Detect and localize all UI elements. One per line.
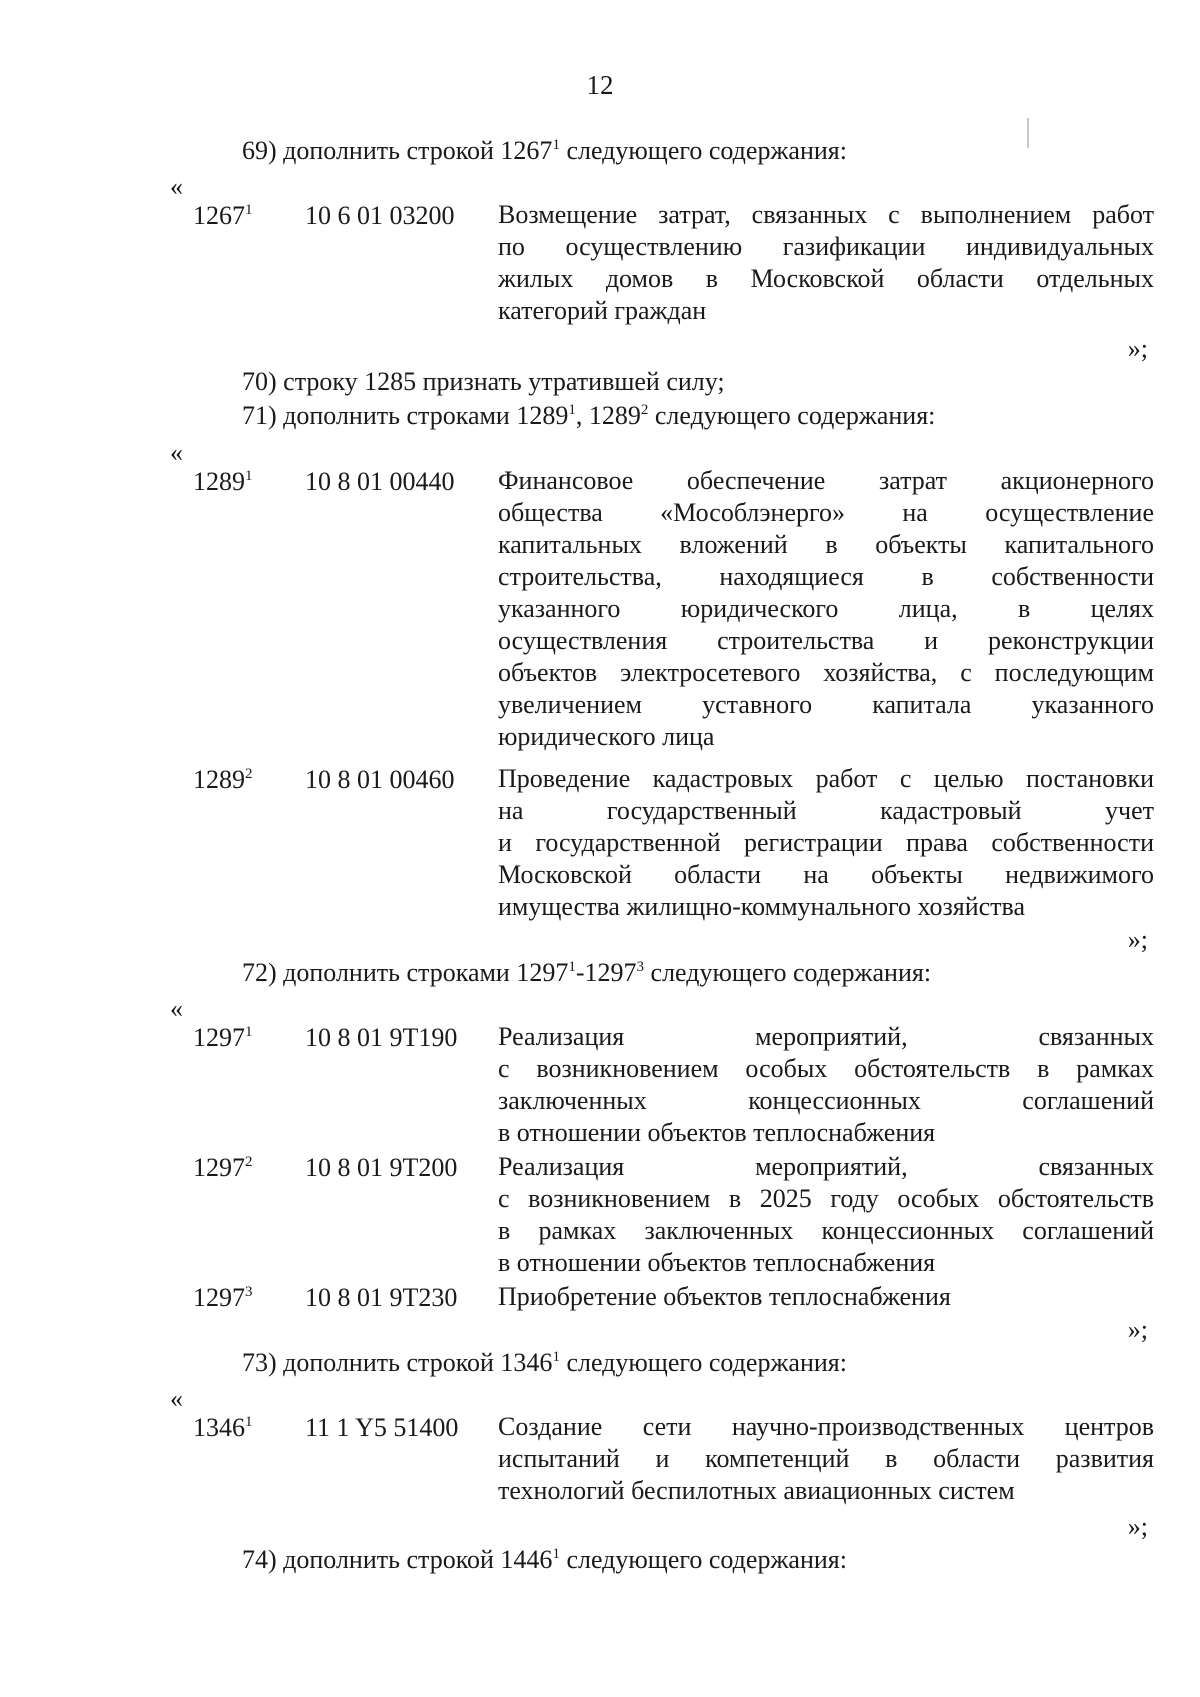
- row-description: Финансовое обеспечение затрат акционерного общества «Мособлэнерго» на осуществление капитальных вложений в объекты капитального строительства, находящиеся в собственности указанного юридического лица, в целях осуществления строительства и реконструкции объектов электросетевого хозяйства, с последующим увеличением уставного капитала указанного юридического лица: [498, 466, 1154, 751]
- row-number: 1346$^1$: [193, 1413, 253, 1442]
- scan-margin-mark: [1027, 118, 1029, 148]
- classification-code: 10 8 01 00440: [305, 467, 455, 496]
- row-number: 1297$^2$: [193, 1153, 253, 1182]
- classification-code: 10 8 01 9Т190: [305, 1023, 458, 1052]
- quote-close: »;: [1127, 1315, 1148, 1344]
- instruction-72: 72) дополнить строками 1297$^1$-1297$^3$ следующего содержания:: [242, 958, 932, 987]
- classification-code: 10 8 01 9Т230: [305, 1283, 458, 1312]
- classification-code: 10 6 01 03200: [305, 201, 455, 230]
- row-number: 1297$^3$: [193, 1283, 253, 1312]
- quote-close: »;: [1127, 334, 1148, 363]
- row-description: Возмещение затрат, связанных с выполнением работ по осуществлению газификации индивидуальных жилых домов в Московской области отдельных категорий граждан: [498, 200, 1154, 325]
- row-description: Реализация мероприятий, связанных с возникновением особых обстоятельств в рамках заключенных концессионных соглашений в отношении объектов теплоснабжения: [498, 1022, 1154, 1147]
- instruction-73: 73) дополнить строкой 1346$^1$ следующего содержания:: [242, 1348, 847, 1377]
- row-number: 1267$^1$: [193, 201, 253, 230]
- classification-code: 10 8 01 9Т200: [305, 1153, 458, 1182]
- row-description: Приобретение объектов теплоснабжения: [498, 1282, 951, 1311]
- instruction-69: 69) дополнить строкой 1267$^1$ следующего содержания:: [242, 136, 847, 165]
- quote-close: »;: [1127, 925, 1148, 954]
- instruction-70: 70) строку 1285 признать утратившей силу;: [242, 367, 725, 396]
- page-number: 12: [586, 70, 614, 100]
- row-number: 1297$^1$: [193, 1023, 253, 1052]
- quote-open: «: [170, 1384, 183, 1413]
- row-number: 1289$^1$: [193, 467, 253, 496]
- row-description: Создание сети научно-производственных центров испытаний и компетенций в области развития технологий беспилотных авиационных систем: [498, 1412, 1154, 1505]
- instruction-71: 71) дополнить строками 1289$^1$, 1289$^2$ следующего содержания:: [242, 401, 936, 430]
- quote-close: »;: [1127, 1512, 1148, 1541]
- row-number: 1289$^2$: [193, 765, 253, 794]
- row-description: Реализация мероприятий, связанных с возникновением в 2025 году особых обстоятельств в рамках заключенных концессионных соглашений в отношении объектов теплоснабжения: [498, 1152, 1154, 1277]
- quote-open: «: [170, 438, 183, 467]
- classification-code: 10 8 01 00460: [305, 765, 455, 794]
- row-description: Проведение кадастровых работ с целью постановки на государственный кадастровый учет и государственной регистрации права собственности Московской области на объекты недвижимого имущества жилищно-коммунального хозяйства: [498, 764, 1154, 921]
- classification-code: 11 1 Y5 51400: [305, 1413, 459, 1442]
- quote-open: «: [170, 172, 183, 201]
- quote-open: «: [170, 994, 183, 1023]
- instruction-74: 74) дополнить строкой 1446$^1$ следующего содержания:: [242, 1545, 847, 1574]
